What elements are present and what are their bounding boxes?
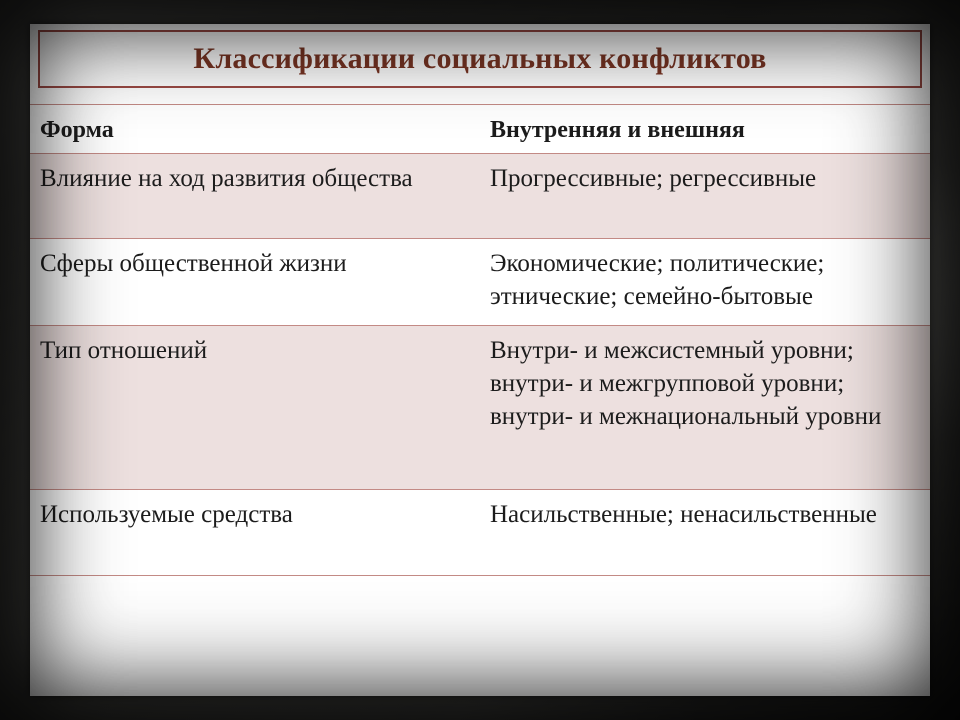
table-cell-types: Прогрессивные; регрессивные <box>490 165 817 192</box>
classification-table <box>30 104 930 576</box>
header-cell-form: Форма <box>40 117 114 143</box>
header-cell-type: Внутренняя и внешняя <box>490 117 745 143</box>
table-cell-criterion: Используемые средства <box>40 501 293 528</box>
table-row <box>30 490 930 576</box>
slide-content <box>30 24 930 696</box>
table-header-row <box>30 105 930 154</box>
table-cell-criterion: Тип отношений <box>40 337 208 364</box>
slide-title: Классификации социальных конфликтов <box>193 42 767 75</box>
title-box <box>38 30 922 88</box>
table-cell-criterion: Сферы общественной жизни <box>40 250 347 277</box>
table-row <box>30 326 930 490</box>
table-cell-types: Внутри- и межсистемный уровни; внутри- и межгрупповой уровни; внутри- и межнациональный уровни <box>490 337 882 430</box>
table-cell-types: Насильственные; ненасильственные <box>490 501 877 528</box>
table-cell-criterion: Влияние на ход развития общества <box>40 165 413 192</box>
table-row <box>30 239 930 326</box>
table-row <box>30 154 930 239</box>
table-cell-types: Экономические; политические; этнические; семейно-бытовые <box>490 250 825 310</box>
